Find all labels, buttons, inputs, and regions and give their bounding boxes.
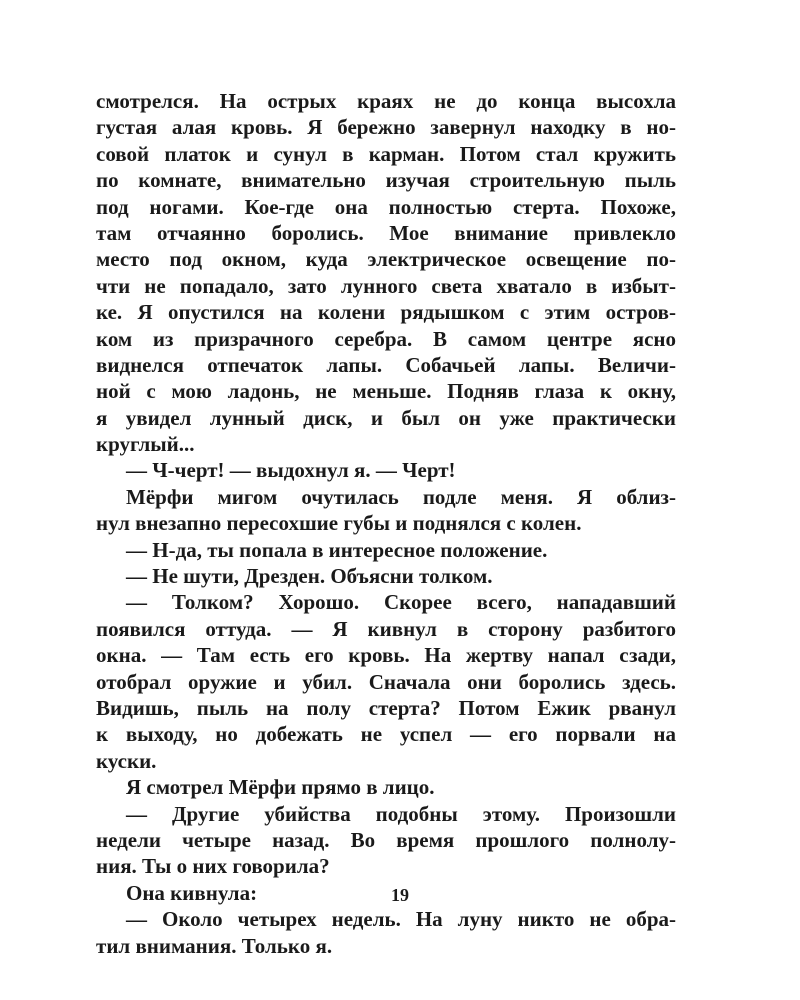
text-line: чти не попадало, зато лунного света хватало в избыт- [96, 273, 676, 298]
text-line: ке. Я опустился на колени рядышком с этим остров- [96, 300, 676, 325]
text-line: там отчаянно боролись. Мое внимание привлекло [96, 220, 676, 245]
text-line: я увидел лунный диск, и был он уже практически [96, 405, 676, 430]
page-number: 19 [391, 885, 409, 905]
text-line: Мёрфи мигом очутилась подле меня. Я облиз- [126, 484, 676, 509]
text-line: Видишь, пыль на полу стерта? Потом Ежик рванул [96, 695, 676, 720]
text-line: — Около четырех недель. На луну никто не обра- [126, 907, 676, 932]
text-line: ной с мою ладонь, не меньше. Подняв глаза к окну, [96, 379, 676, 404]
text-line: под ногами. Кое-где она полностью стерта. Похоже, [96, 194, 676, 219]
text-line: Она кивнула: [126, 880, 258, 905]
text-line: — Другие убийства подобны этому. Произошли [126, 801, 676, 826]
text-line: — Н-да, ты попала в интересное положение. [126, 537, 548, 562]
text-line: тил внимания. Только я. [96, 933, 333, 958]
text-line: окна. — Там есть его кровь. На жертву напал сзади, [96, 643, 676, 668]
text-line: густая алая кровь. Я бережно завернул находку в но- [96, 115, 676, 140]
text-line: недели четыре назад. Во время прошлого полнолу- [96, 827, 676, 852]
text-line: место под окном, куда электрическое освещение по- [96, 247, 676, 272]
text-line: — Толком? Хорошо. Скорее всего, нападавший [126, 590, 676, 615]
text-line: виднелся отпечаток лапы. Собачьей лапы. Величи- [96, 352, 676, 377]
text-line: отобрал оружие и убил. Сначала они боролись здесь. [96, 669, 676, 694]
text-line: — Ч-черт! — выдохнул я. — Черт! [126, 458, 456, 483]
text-line: появился оттуда. — Я кивнул в сторону разбитого [96, 616, 676, 641]
text-line: ком из призрачного серебра. В самом центре ясно [96, 326, 676, 351]
text-line: нул внезапно пересохшие губы и поднялся с колен. [96, 511, 582, 536]
text-line: совой платок и сунул в карман. Потом стал кружить [96, 141, 676, 166]
text-line: смотрелся. На острых краях не до конца высохла [96, 89, 676, 113]
text-line: по комнате, внимательно изучая строительную пыль [96, 168, 676, 193]
text-line: — Не шути, Дрезден. Объясни толком. [126, 564, 493, 589]
text-line: ния. Ты о них говорила? [96, 854, 330, 879]
text-line: к выходу, но добежать не успел — его порвали на [96, 722, 676, 747]
book-page-text [96, 88, 676, 959]
text-line: Я смотрел Мёрфи прямо в лицо. [126, 775, 435, 800]
text-line: круглый... [96, 432, 195, 457]
text-line: куски. [96, 748, 157, 773]
